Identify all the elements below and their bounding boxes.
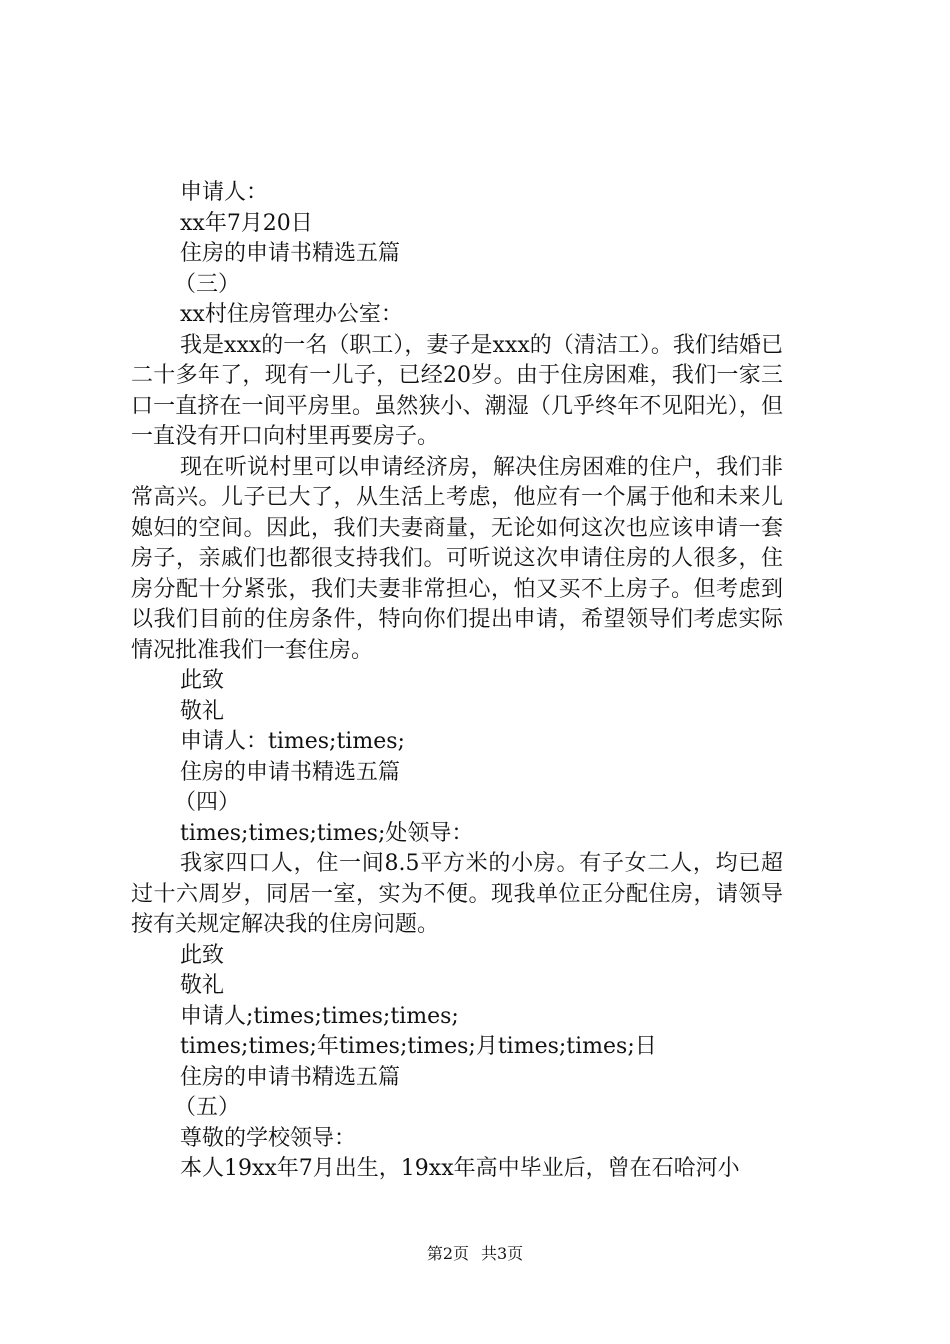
recipient-line: xx村住房管理办公室：: [180, 302, 403, 327]
section-number: （五）: [174, 1095, 241, 1120]
page-total: 共3页: [481, 1244, 524, 1263]
section-number: （四）: [174, 790, 241, 815]
signature-label: 申请人：: [180, 180, 269, 205]
section-title: 住房的申请书精选五篇: [180, 1064, 401, 1090]
signature-label: 申请人;times;times;times;: [180, 1003, 459, 1029]
section-number: （三）: [174, 271, 241, 297]
recipient-line: 尊敬的学校领导：: [180, 1125, 357, 1151]
closing-line: 此致: [180, 668, 225, 693]
closing-line: 敬礼: [180, 698, 225, 724]
date-line: times;times;年times;times;月times;times;日: [180, 1034, 657, 1059]
section-title: 住房的申请书精选五篇: [180, 759, 401, 785]
section-title: 住房的申请书精选五篇: [180, 241, 401, 266]
page-footer: [0, 1244, 950, 1264]
body-paragraph: 我家四口人，住一间8.5平方米的小房。有子女二人，均已超过十六周岁，同居一室，实为不便。现我单位正分配住房，请领导按有关规定解决我的住房问题。: [131, 851, 783, 937]
recipient-line: times;times;times;处领导：: [180, 820, 474, 846]
closing-line: 敬礼: [180, 973, 225, 998]
document-body: [131, 178, 830, 1185]
date-line: xx年7月20日: [180, 210, 313, 236]
body-paragraph: 我是xxx的一名（职工），妻子是xxx的（清洁工）。我们结婚已二十多年了，现有一儿子，已经20岁。由于住房困难，我们一家三口一直挤在一间平房里。虽然狭小、潮湿（几乎终年不见阳光），但一直没有开口向村里再要房子。: [131, 332, 783, 449]
signature-label: 申请人：times;times;: [180, 729, 405, 754]
closing-line: 此致: [180, 942, 225, 968]
body-line: 本人19xx年7月出生，19xx年高中毕业后，曾在石哈河小: [180, 1156, 740, 1181]
body-paragraph: 现在听说村里可以申请经济房，解决住房困难的住户，我们非常高兴。儿子已大了，从生活上考虑，他应有一个属于他和未来儿媳妇的空间。因此，我们夫妻商量，无论如何这次也应该申请一套房子，亲戚们也都很支持我们。可听说这次申请住房的人很多，住房分配十分紧张，我们夫妻非常担心，怕又买不上房子。但考虑到以我们目前的住房条件，特向你们提出申请，希望领导们考虑实际情况批准我们一套住房。: [131, 454, 783, 663]
page-number: 第2页: [426, 1244, 469, 1263]
